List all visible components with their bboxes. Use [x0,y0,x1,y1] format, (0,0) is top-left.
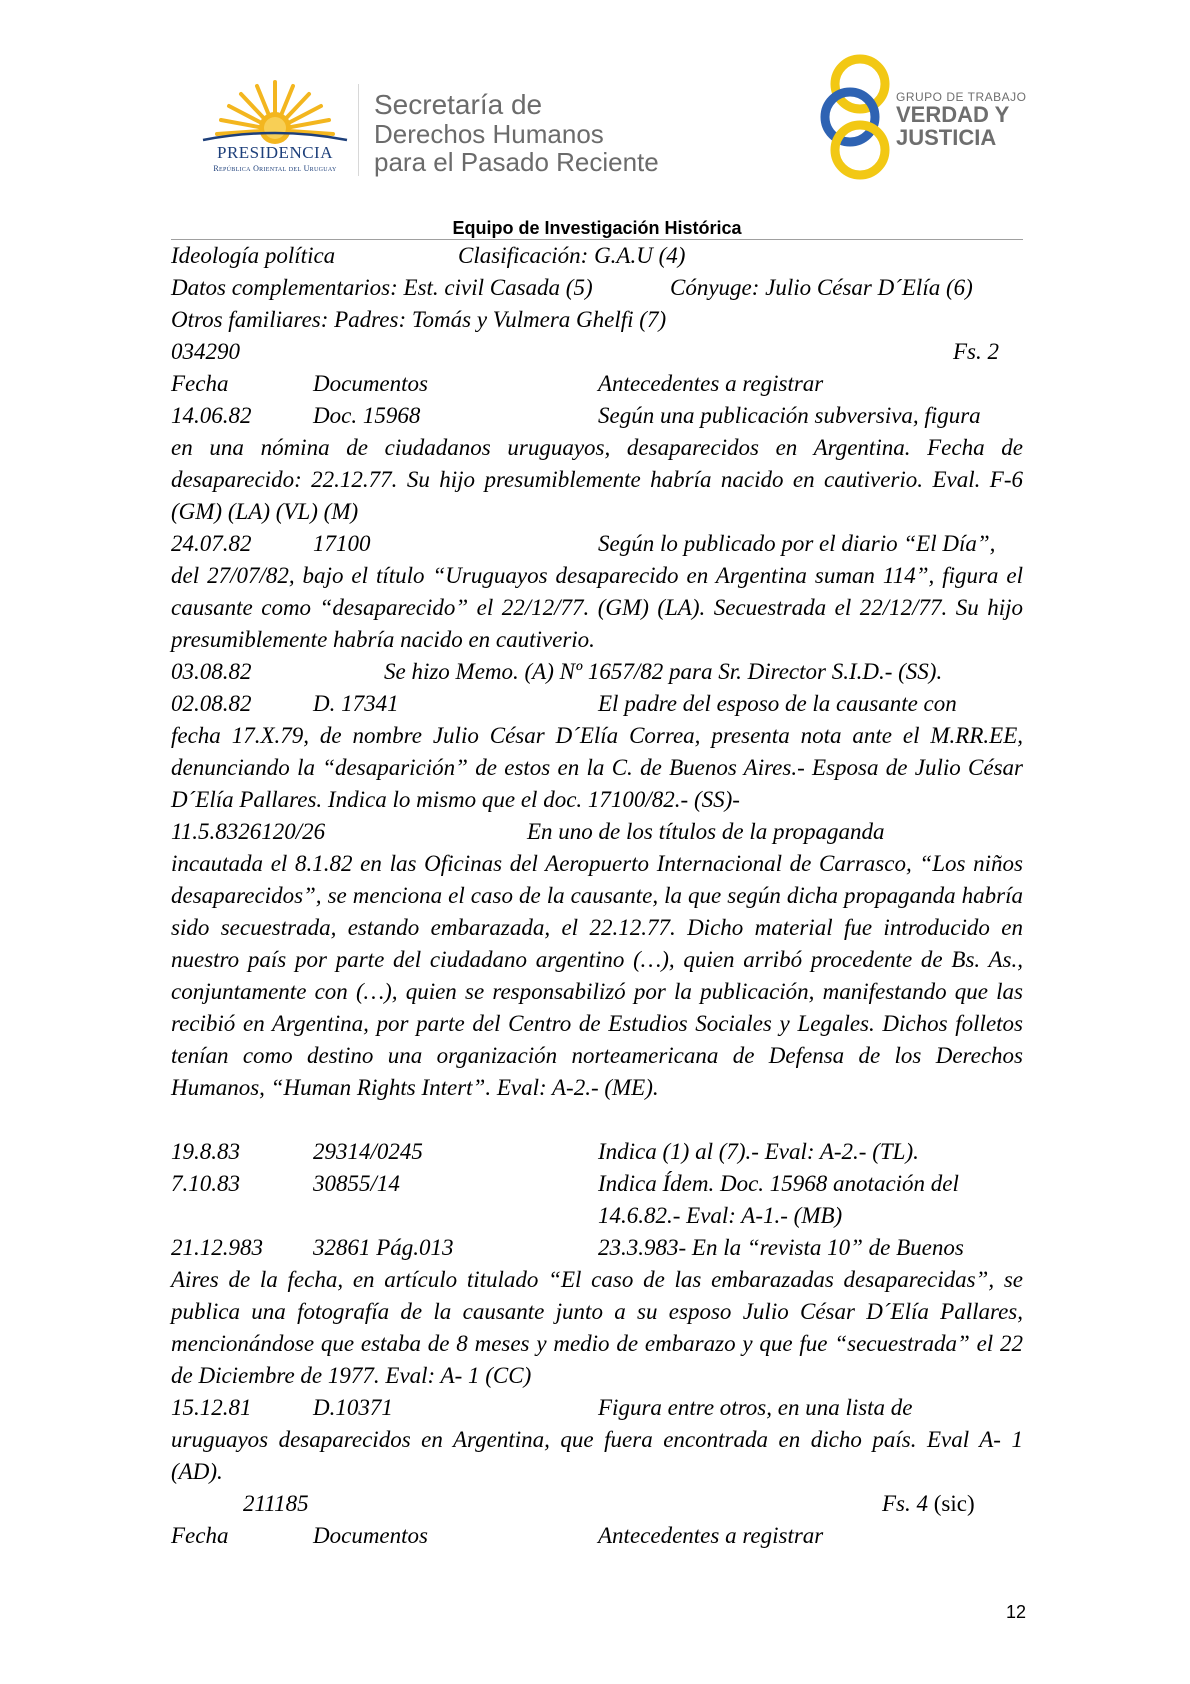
ideologia-label: Ideología política [171,243,336,268]
entry-text: del 27/07/82, bajo el título “Uruguayos desaparecido en Argentina suman 114”, figura el causante como “desaparecido” el 22/12/77. (GM) (LA). Secuestrada el 22/12/77. Su hijo presumiblemente habría nacido en cautiverio. [171,563,1023,652]
entry-text: incautada el 8.1.82 en las Oficinas del Aeropuerto Internacional de Carrasco, “Los niños desaparecidos”, se menciona el caso de la causante, la que según dicha propaganda habría sido secuestrada, estando embarazada, el 22.12.77. Dicho material fue introducido en nuestro país por parte del ciudadano argentino (…), quien arribó procedente de Bs. As., conjuntamente con (…), quien se responsabilizó por la publicación, manifestando que las recibió en Argentina, por parte del Centro de Estudios Sociales y Legales. Dichos folletos tenían como destino una organización norteamericana de Defensa de los Derechos Humanos, “Human Rights Intert”. Eval: A-2.- (ME). [171,851,1023,1100]
entry-date: 03.08.82 [171,659,252,684]
entry-text-start: 23.3.983- En la “revista 10” de Buenos [598,1235,964,1260]
entry-date: 02.08.82 [171,691,252,716]
entry-text: Aires de la fecha, en artículo titulado “El caso de las embarazadas desaparecidas”, se publica una fotografía de la causante junto a su esposo Julio César D´Elía Pallares, mencionándose que estaba de 8 meses y medio de embarazo y que fue “secuestrada” el 22 de Diciembre de 1977. Eval: A- 1 (CC) [171,1267,1023,1388]
interlocking-rings-icon [820,54,900,180]
secretaria-line2: Derechos Humanos [374,119,604,149]
presidencia-logo [195,78,355,178]
conyuge-label: Cónyuge: Julio César D´Elía (6) [670,275,973,300]
entry-row [171,1168,1023,1200]
entry-row [171,688,1023,720]
entry-date: 24.07.82 [171,531,252,556]
entry-text: Indica Ídem. Doc. 15968 anotación del [598,1171,959,1196]
entry-date: 19.8.83 [171,1139,240,1164]
entry-row [171,1392,1023,1424]
fs-label: Fs. 4 [882,1491,928,1516]
entry-doc: 29314/0245 [313,1139,423,1164]
datos-label: Datos complementarios: Est. civil Casada (5) [171,275,593,300]
entry-row-continued [171,1200,1023,1232]
logo-divider [358,84,359,176]
grupo-logo [820,54,1030,184]
otros-label: Otros familiares: Padres: Tomás y Vulmera Ghelfi (7) [171,307,667,332]
entry-doc: 17100 [313,531,371,556]
datos-row [171,272,1023,304]
header-fecha: Fecha [171,1523,229,1548]
entry-doc: 30855/14 [313,1171,400,1196]
entry-text-start: Figura entre otros, en una lista de [598,1395,913,1420]
otros-row [171,304,1023,336]
secretaria-line1: Secretaría de [374,89,543,120]
fs-label: Fs. 2 [953,339,999,364]
sun-emblem-icon [195,78,355,148]
entry-date: 14.06.82 [171,403,252,428]
entry-text: Indica (1) al (7).- Eval: A-2.- (TL). [598,1139,919,1164]
entry-text-start: En uno de los títulos de la propaganda [527,819,885,844]
secretaria-logo [374,90,659,176]
entry-doc: Doc. 15968 [313,403,421,428]
entry-text-start: Según una publicación subversiva, figura [598,403,981,428]
header-fecha: Fecha [171,371,229,396]
entry-date: 15.12.81 [171,1395,252,1420]
column-headers [171,1520,1023,1552]
header-documentos: Documentos [313,371,428,396]
ficha-number: 211185 [243,1491,309,1516]
grupo-line2: VERDAD Y [896,102,1010,127]
entry-doc: D. 17341 [313,691,399,716]
entry-text: uruguayos desaparecidos en Argentina, que fuera encontrada en dicho país. Eval A- 1 (AD). [171,1427,1023,1484]
entry-text: Se hizo Memo. (A) Nº 1657/82 para Sr. Director S.I.D.- (SS). [384,659,943,684]
header-antecedentes: Antecedentes a registrar [598,1523,824,1548]
header-documentos: Documentos [313,1523,428,1548]
sic-note: (sic) [933,1491,975,1516]
ideologia-row [171,240,1023,272]
ficha-row [171,336,1023,368]
presidencia-subtitle: República Oriental del Uruguay [213,164,337,173]
entry-row [171,1232,1023,1264]
entry-row [171,528,1023,560]
clasificacion-label: Clasificación: G.A.U (4) [458,243,686,268]
header-antecedentes: Antecedentes a registrar [598,371,824,396]
equipo-heading: Equipo de Investigación Histórica [452,218,742,238]
column-headers [171,368,1023,400]
entry-date: 11.5.8326120/26 [171,819,326,844]
presidencia-name: PRESIDENCIA [216,143,333,162]
entry-row [171,400,1023,432]
entry-text: 14.6.82.- Eval: A-1.- (MB) [598,1203,843,1228]
entry-date: 21.12.983 [171,1235,263,1260]
entry-row [171,1136,1023,1168]
entry-text-start: El padre del esposo de la causante con [598,691,957,716]
entry-text: en una nómina de ciudadanos uruguayos, desaparecidos en Argentina. Fecha de desaparecido: 22.12.77. Su hijo presumiblemente habría nacido en cautiverio. Eval. F-6 (GM) (LA) (VL) (M) [171,435,1023,524]
ficha-row [171,1488,1023,1520]
entry-doc: D.10371 [313,1395,393,1420]
entry-row [171,656,1023,688]
entry-text-start: Según lo publicado por el diario “El Día”, [598,531,996,556]
secretaria-line3: para el Pasado Reciente [374,147,659,177]
grupo-line1: GRUPO DE TRABAJO [896,90,1027,104]
entry-text: fecha 17.X.79, de nombre Julio César D´Elía Correa, presenta nota ante el M.RR.EE, denunciando la “desaparición” de estos en la C. de Buenos Aires.- Esposa de Julio César D´Elía Pallares. Indica lo mismo que el doc. 17100/82.- (SS)- [171,723,1023,812]
page-number: 12 [1005,1602,1026,1622]
entry-row [171,816,1023,848]
entry-doc: 32861 Pág.013 [313,1235,454,1260]
ficha-number: 034290 [171,339,240,364]
grupo-line3: JUSTICIA [896,125,997,150]
entry-date: 7.10.83 [171,1171,240,1196]
